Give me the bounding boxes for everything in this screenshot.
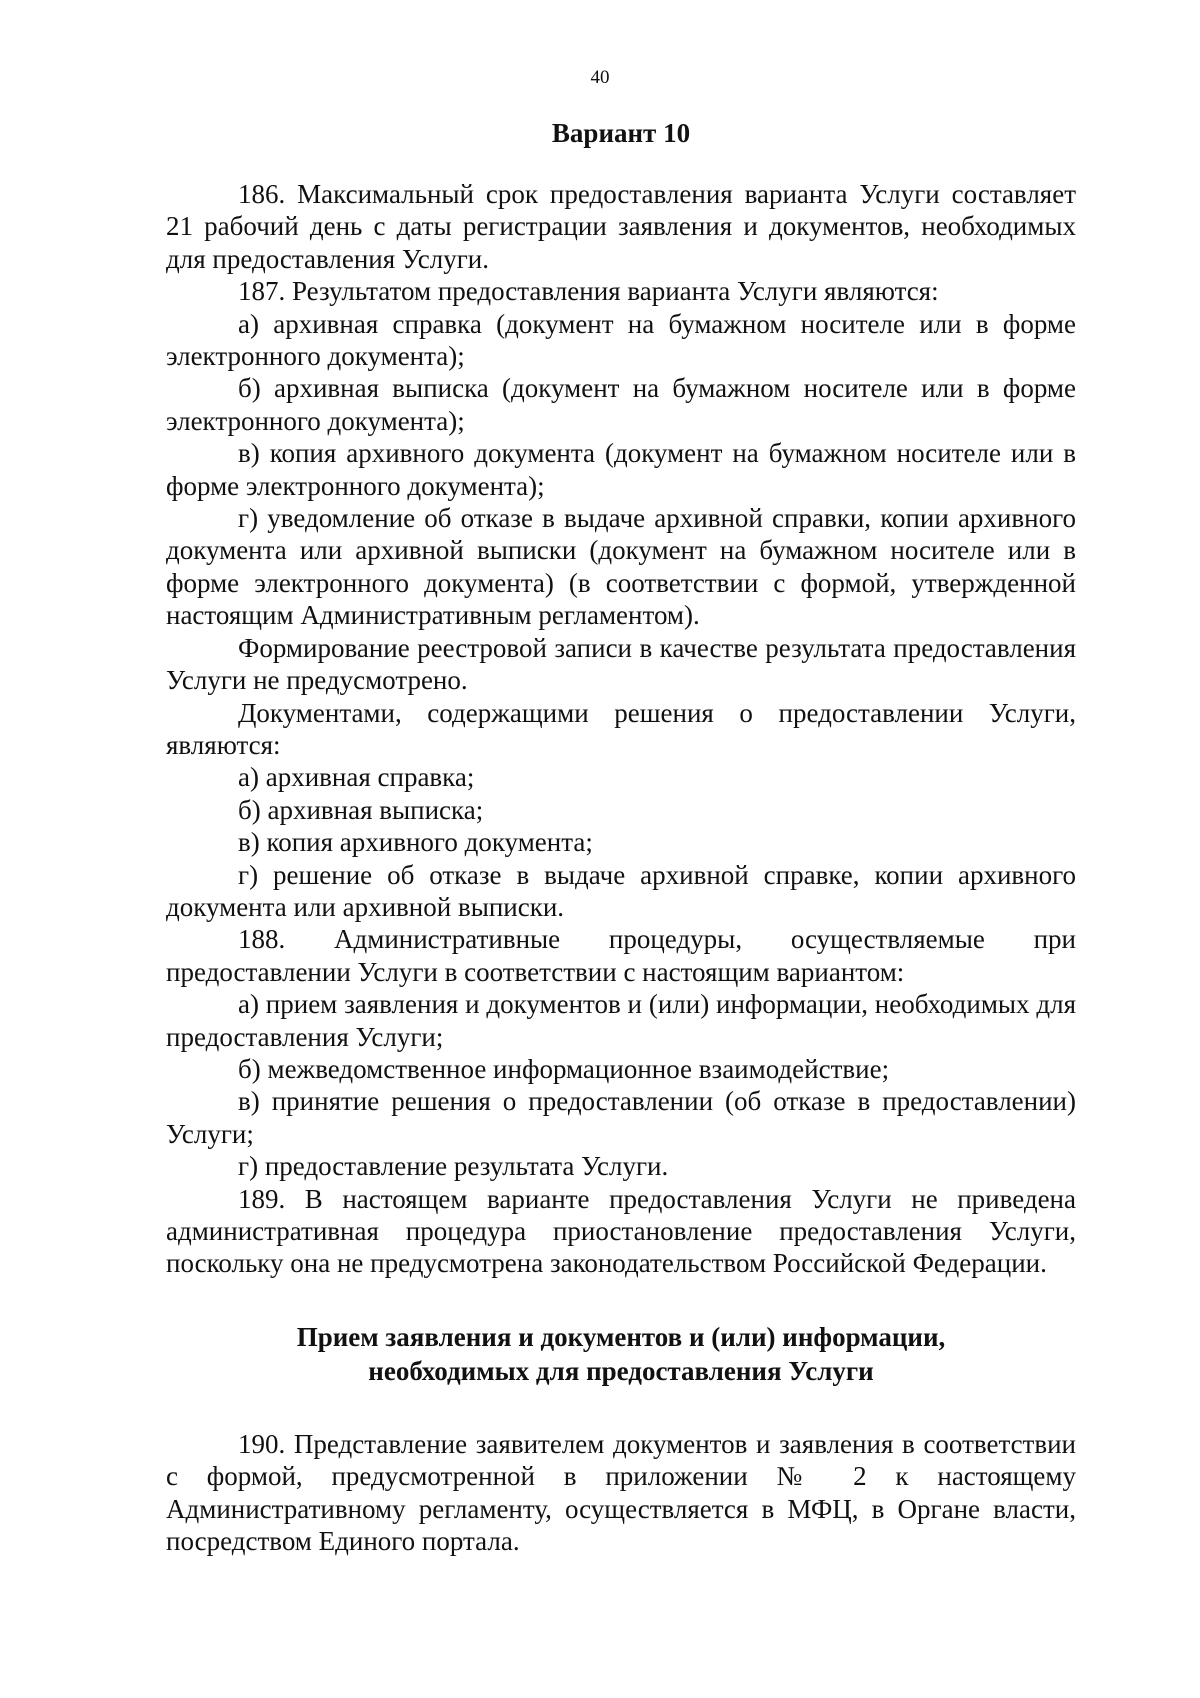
decision-item-a: а) архивная справка;: [238, 762, 475, 793]
paragraph-189: 189. В настоящем варианте предоставления Услуги не приведена административная процедура приостановление предоставления Услуги, поскольку она не предусмотрена законодательством Российской Федерации.: [166, 1183, 1076, 1279]
paragraph-188: 188. Административные процедуры, осуществляемые при предоставлении Услуги в соответствии с настоящим вариантом:: [166, 924, 1076, 987]
section-heading-line-2: необходимых для предоставления Услуги: [368, 1355, 874, 1386]
list-item-v: в) копия архивного документа (документ на бумажном носителе или в форме электронного документа);: [166, 438, 1076, 501]
procedure-item-a: а) прием заявления и документов и (или) информации, необходимых для предоставления Услуги;: [166, 989, 1076, 1052]
decision-item-b: б) архивная выписка;: [238, 794, 484, 825]
procedure-item-v: в) принятие решения о предоставлении (об отказе в предоставлении) Услуги;: [166, 1086, 1076, 1149]
document-body: [166, 178, 1076, 1557]
procedure-item-b: б) межведомственное информационное взаимодействие;: [238, 1053, 890, 1084]
paragraph-decision-documents: Документами, содержащими решения о предоставлении Услуги, являются:: [166, 697, 1076, 760]
decision-item-g: г) решение об отказе в выдаче архивной справке, копии архивного документа или архивной выписки.: [166, 859, 1076, 922]
section-heading-line-1: Прием заявления и документов и (или) информации,: [296, 1321, 946, 1352]
section-heading: [166, 1320, 1076, 1388]
procedure-item-g: г) предоставление результата Услуги.: [238, 1151, 669, 1182]
paragraph-190: 190. Представление заявителем документов и заявления в соответствии с формой, предусмотренной в приложении № 2 к настоящему Административному регламенту, осуществляется в МФЦ, в Органе власти, посредством Единого портала.: [166, 1428, 1076, 1557]
decision-item-v: в) копия архивного документа;: [238, 827, 593, 858]
variant-title: Вариант 10: [551, 118, 691, 148]
list-item-a: а) архивная справка (документ на бумажном носителе или в форме электронного документа);: [166, 308, 1076, 372]
paragraph-187: 187. Результатом предоставления варианта Услуги являются:: [238, 276, 939, 307]
page-number: 40: [590, 67, 610, 88]
paragraph-registry-note: Формирование реестровой записи в качестве результата предоставления Услуги не предусмотрено.: [166, 632, 1076, 696]
paragraph-186: 186. Максимальный срок предоставления варианта Услуги составляет 21 рабочий день с даты регистрации заявления и документов, необходимых для предоставления Услуги.: [166, 179, 1076, 274]
list-item-b: б) архивная выписка (документ на бумажном носителе или в форме электронного документа);: [166, 373, 1076, 436]
list-item-g: г) уведомление об отказе в выдаче архивной справки, копии архивного документа или архивной выписки (документ на бумажном носителе или в форме электронного документа) (в соответствии с формой, утвержденной настоящим Административным регламентом).: [166, 503, 1076, 631]
